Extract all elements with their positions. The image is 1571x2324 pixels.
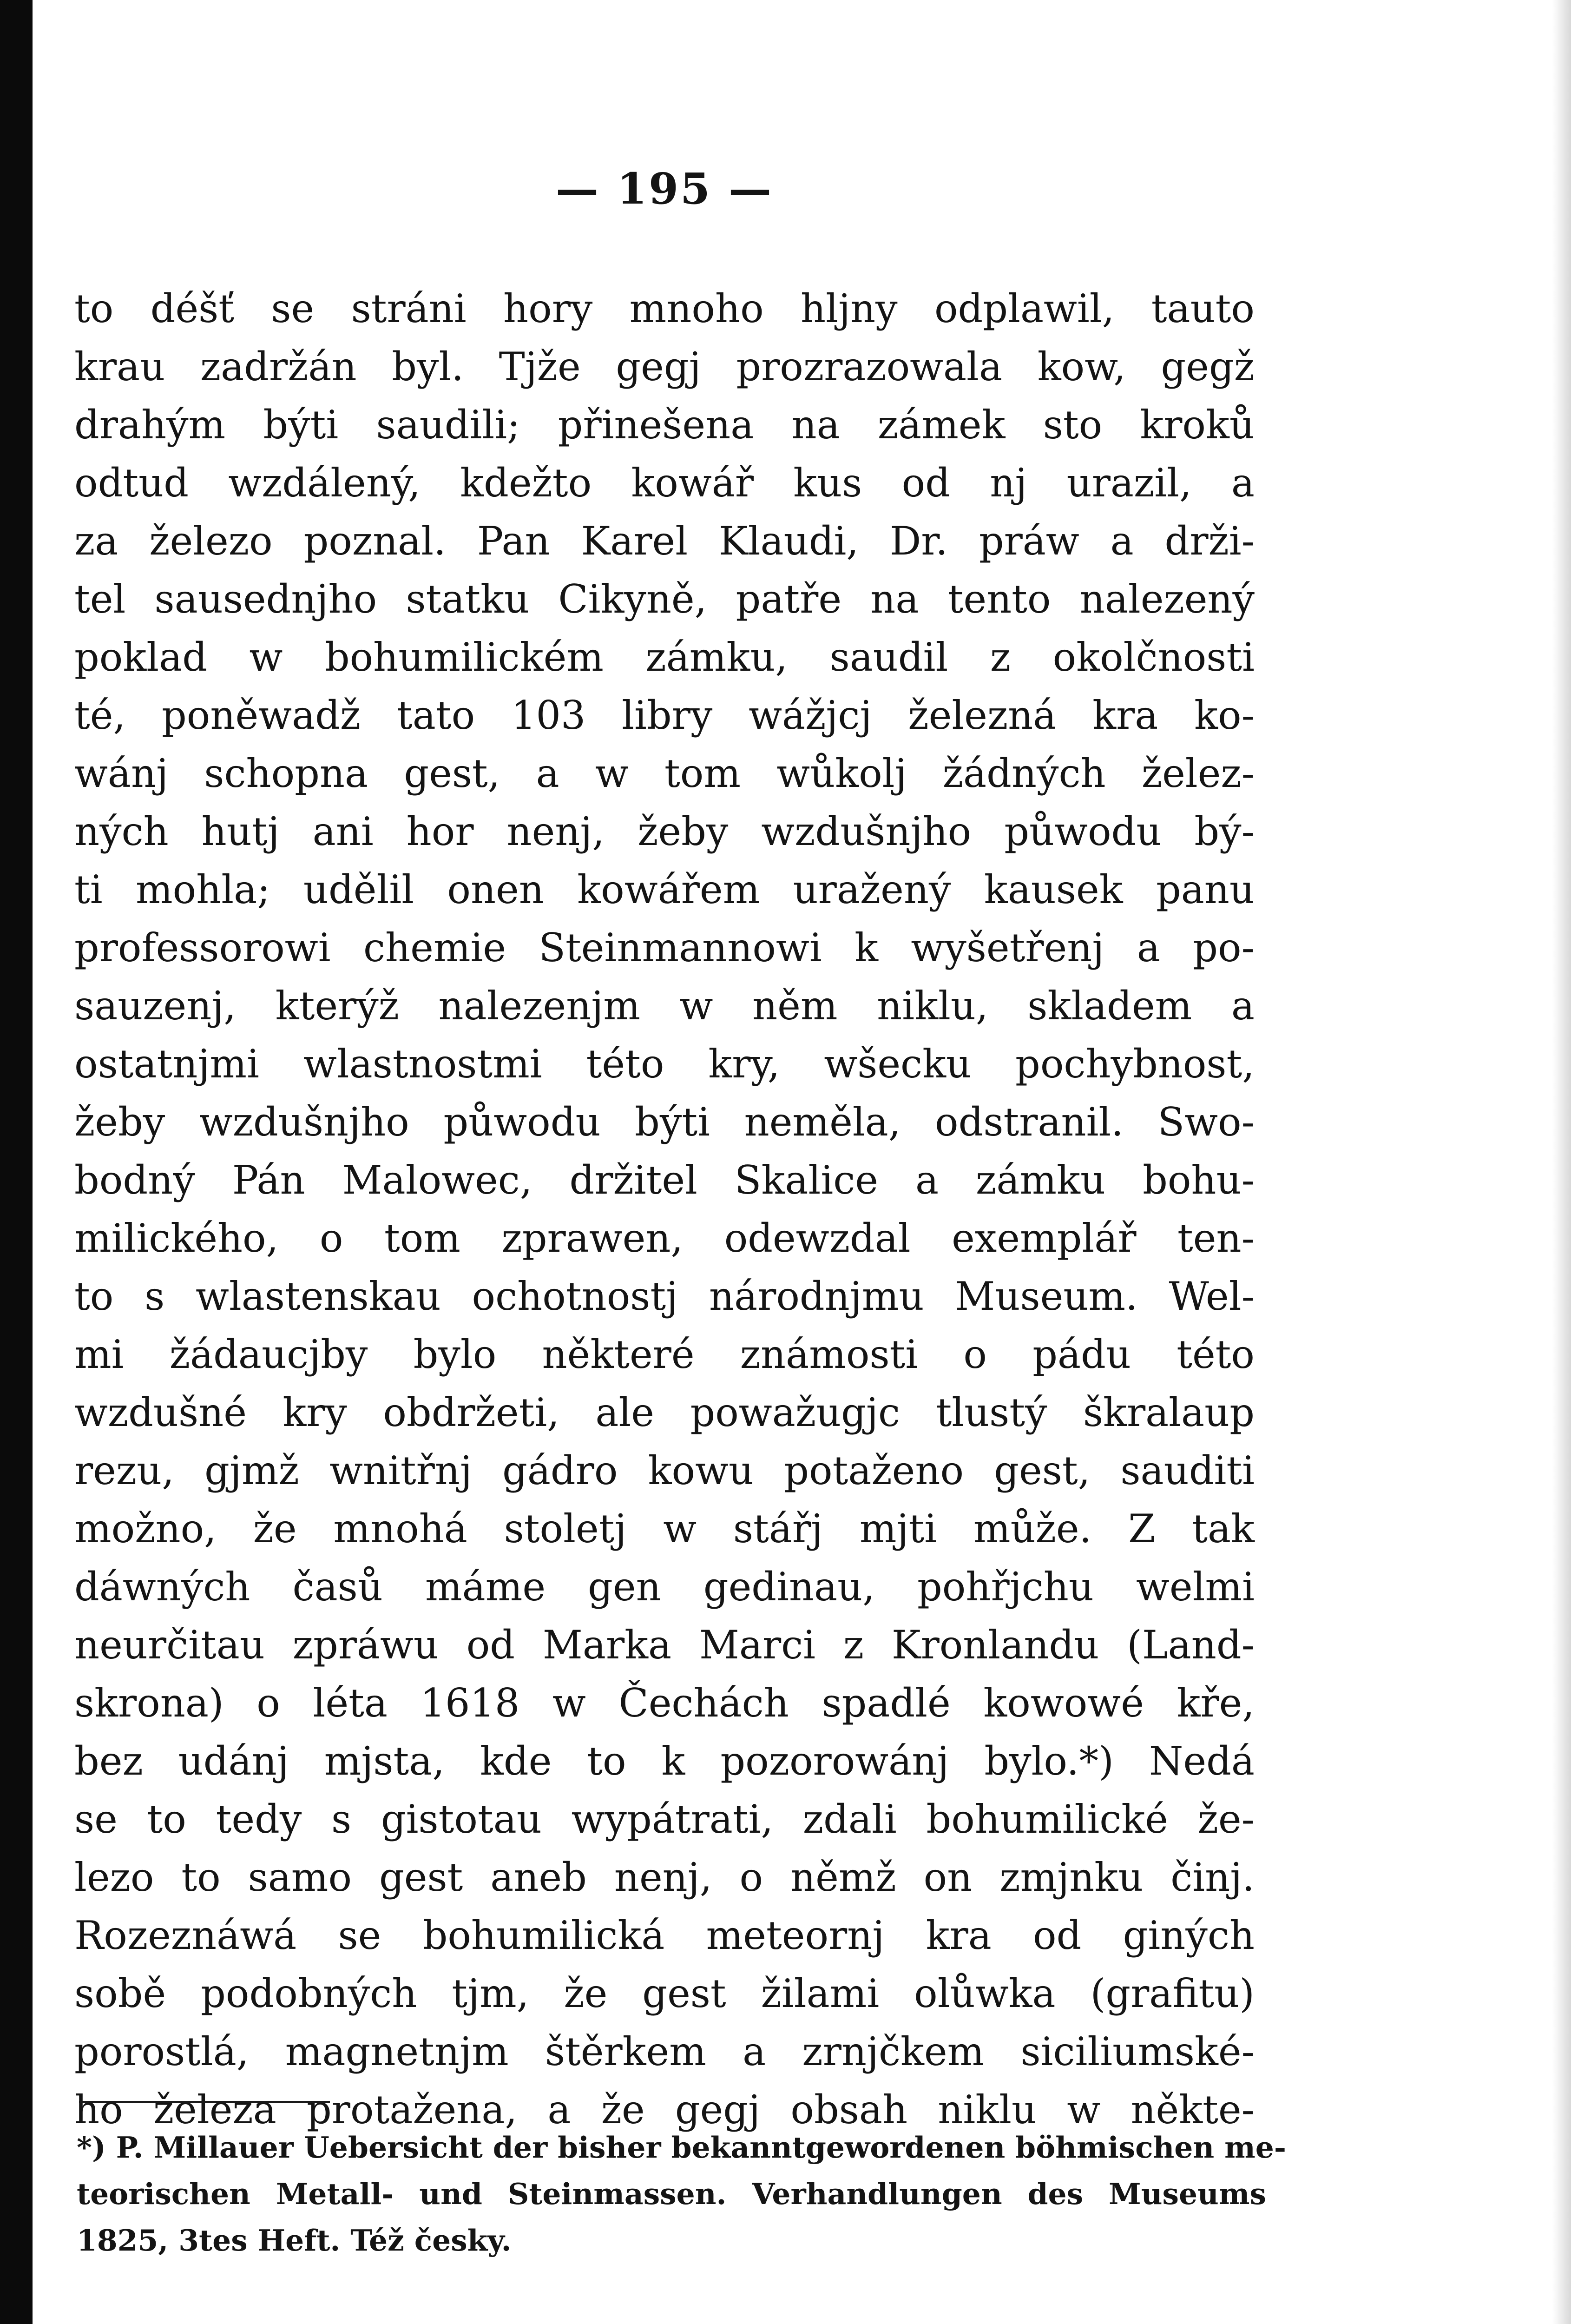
text-line: wánj schopna gest, a w tom wůkolj žádných želez- <box>74 751 1255 796</box>
text-line: ho železa protažena, a že gegj obsah niklu w někte- <box>74 2087 1255 2133</box>
text-line: ných hutj ani hor nenj, žeby wzdušnjho půwodu bý- <box>74 809 1255 854</box>
text-line: to s wlastenskau ochotnostj národnjmu Museum. Wel- <box>74 1274 1255 1319</box>
text-line: ostatnjmi wlastnostmi této kry, wšecku pochybnost, <box>74 1041 1255 1087</box>
text-line: bez udánj mjsta, kde to k pozorowánj bylo.*) Nedá <box>74 1738 1255 1784</box>
text-line: mi žádaucjby bylo některé známosti o pádu této <box>74 1332 1255 1377</box>
main-text <box>74 280 1255 2139</box>
text-line: porostlá, magnetnjm štěrkem a zrnjčkem siciliumské- <box>74 2029 1255 2074</box>
footnote-divider <box>79 2101 330 2103</box>
text-line: poklad w bohumilickém zámku, saudil z okolčnosti <box>74 634 1255 680</box>
text-line: ti mohla; udělil onen kowářem uražený kausek panu <box>74 867 1255 912</box>
footnote-line: *) P. Millauer Uebersicht der bisher bekanntgewordenen böhmischen me- <box>77 2130 1286 2165</box>
text-line: bodný Pán Malowec, držitel Skalice a zámku bohu- <box>74 1157 1255 1203</box>
text-line: té, poněwadž tato 103 libry wážjcj železná kra ko- <box>74 693 1255 738</box>
text-line: to déšť se stráni hory mnoho hljny odplawil, tauto <box>74 286 1255 331</box>
text-line: tel sausednjho statku Cikyně, patře na tento nalezený <box>74 576 1255 622</box>
scan-edge-gap <box>33 0 51 2324</box>
scan-shadow-right <box>1552 0 1571 2324</box>
text-line: možno, že mnohá stoletj w stářj mjti může. Z tak <box>74 1506 1255 1552</box>
text-line: drahým býti saudili; přinešena na zámek sto kroků <box>74 402 1255 448</box>
text-line: za železo poznal. Pan Karel Klaudi, Dr. práw a drži- <box>74 518 1255 564</box>
text-line: neurčitau zpráwu od Marka Marci z Kronlandu (Land- <box>74 1622 1255 1668</box>
text-line: milického, o tom zprawen, odewzdal exemplář ten- <box>74 1215 1255 1261</box>
text-line: žeby wzdušnjho půwodu býti neměla, odstranil. Swo- <box>74 1099 1255 1145</box>
text-line: wzdušné kry obdržeti, ale powažugjc tlustý škralaup <box>74 1390 1255 1435</box>
text-line: se to tedy s gistotau wypátrati, zdali bohumilické že- <box>74 1796 1255 1842</box>
text-line: rezu, gjmž wnitřnj gádro kowu potaženo gest, sauditi <box>74 1448 1255 1493</box>
text-line: professorowi chemie Steinmannowi k wyšetřenj a po- <box>74 925 1255 971</box>
text-line: odtud wzdálený, kdežto kowář kus od nj urazil, a <box>74 460 1255 506</box>
page-body <box>74 164 1255 2139</box>
text-line: krau zadržán byl. Tjže gegj prozrazowala kow, gegž <box>74 344 1255 390</box>
page-number: — 195 — <box>555 164 774 214</box>
text-line: skrona) o léta 1618 w Čechách spadlé kowowé kře, <box>74 1680 1255 1726</box>
text-line: sobě podobných tjm, že gest žilami olůwka (grafitu) <box>74 1971 1255 2016</box>
footnote-line: 1825, 3tes Heft. Též česky. <box>77 2223 512 2258</box>
footnote-line: teorischen Metall- und Steinmassen. Verhandlungen des Museums <box>77 2177 1266 2211</box>
text-line: Rozeznáwá se bohumilická meteornj kra od giných <box>74 1913 1255 1958</box>
text-line: lezo to samo gest aneb nenj, o němž on zmjnku činj. <box>74 1855 1255 1900</box>
text-line: dáwných časů máme gen gedinau, pohřjchu welmi <box>74 1564 1255 1610</box>
footnote <box>77 2124 1286 2264</box>
text-line: sauzenj, kterýž nalezenjm w něm niklu, skladem a <box>74 983 1255 1029</box>
